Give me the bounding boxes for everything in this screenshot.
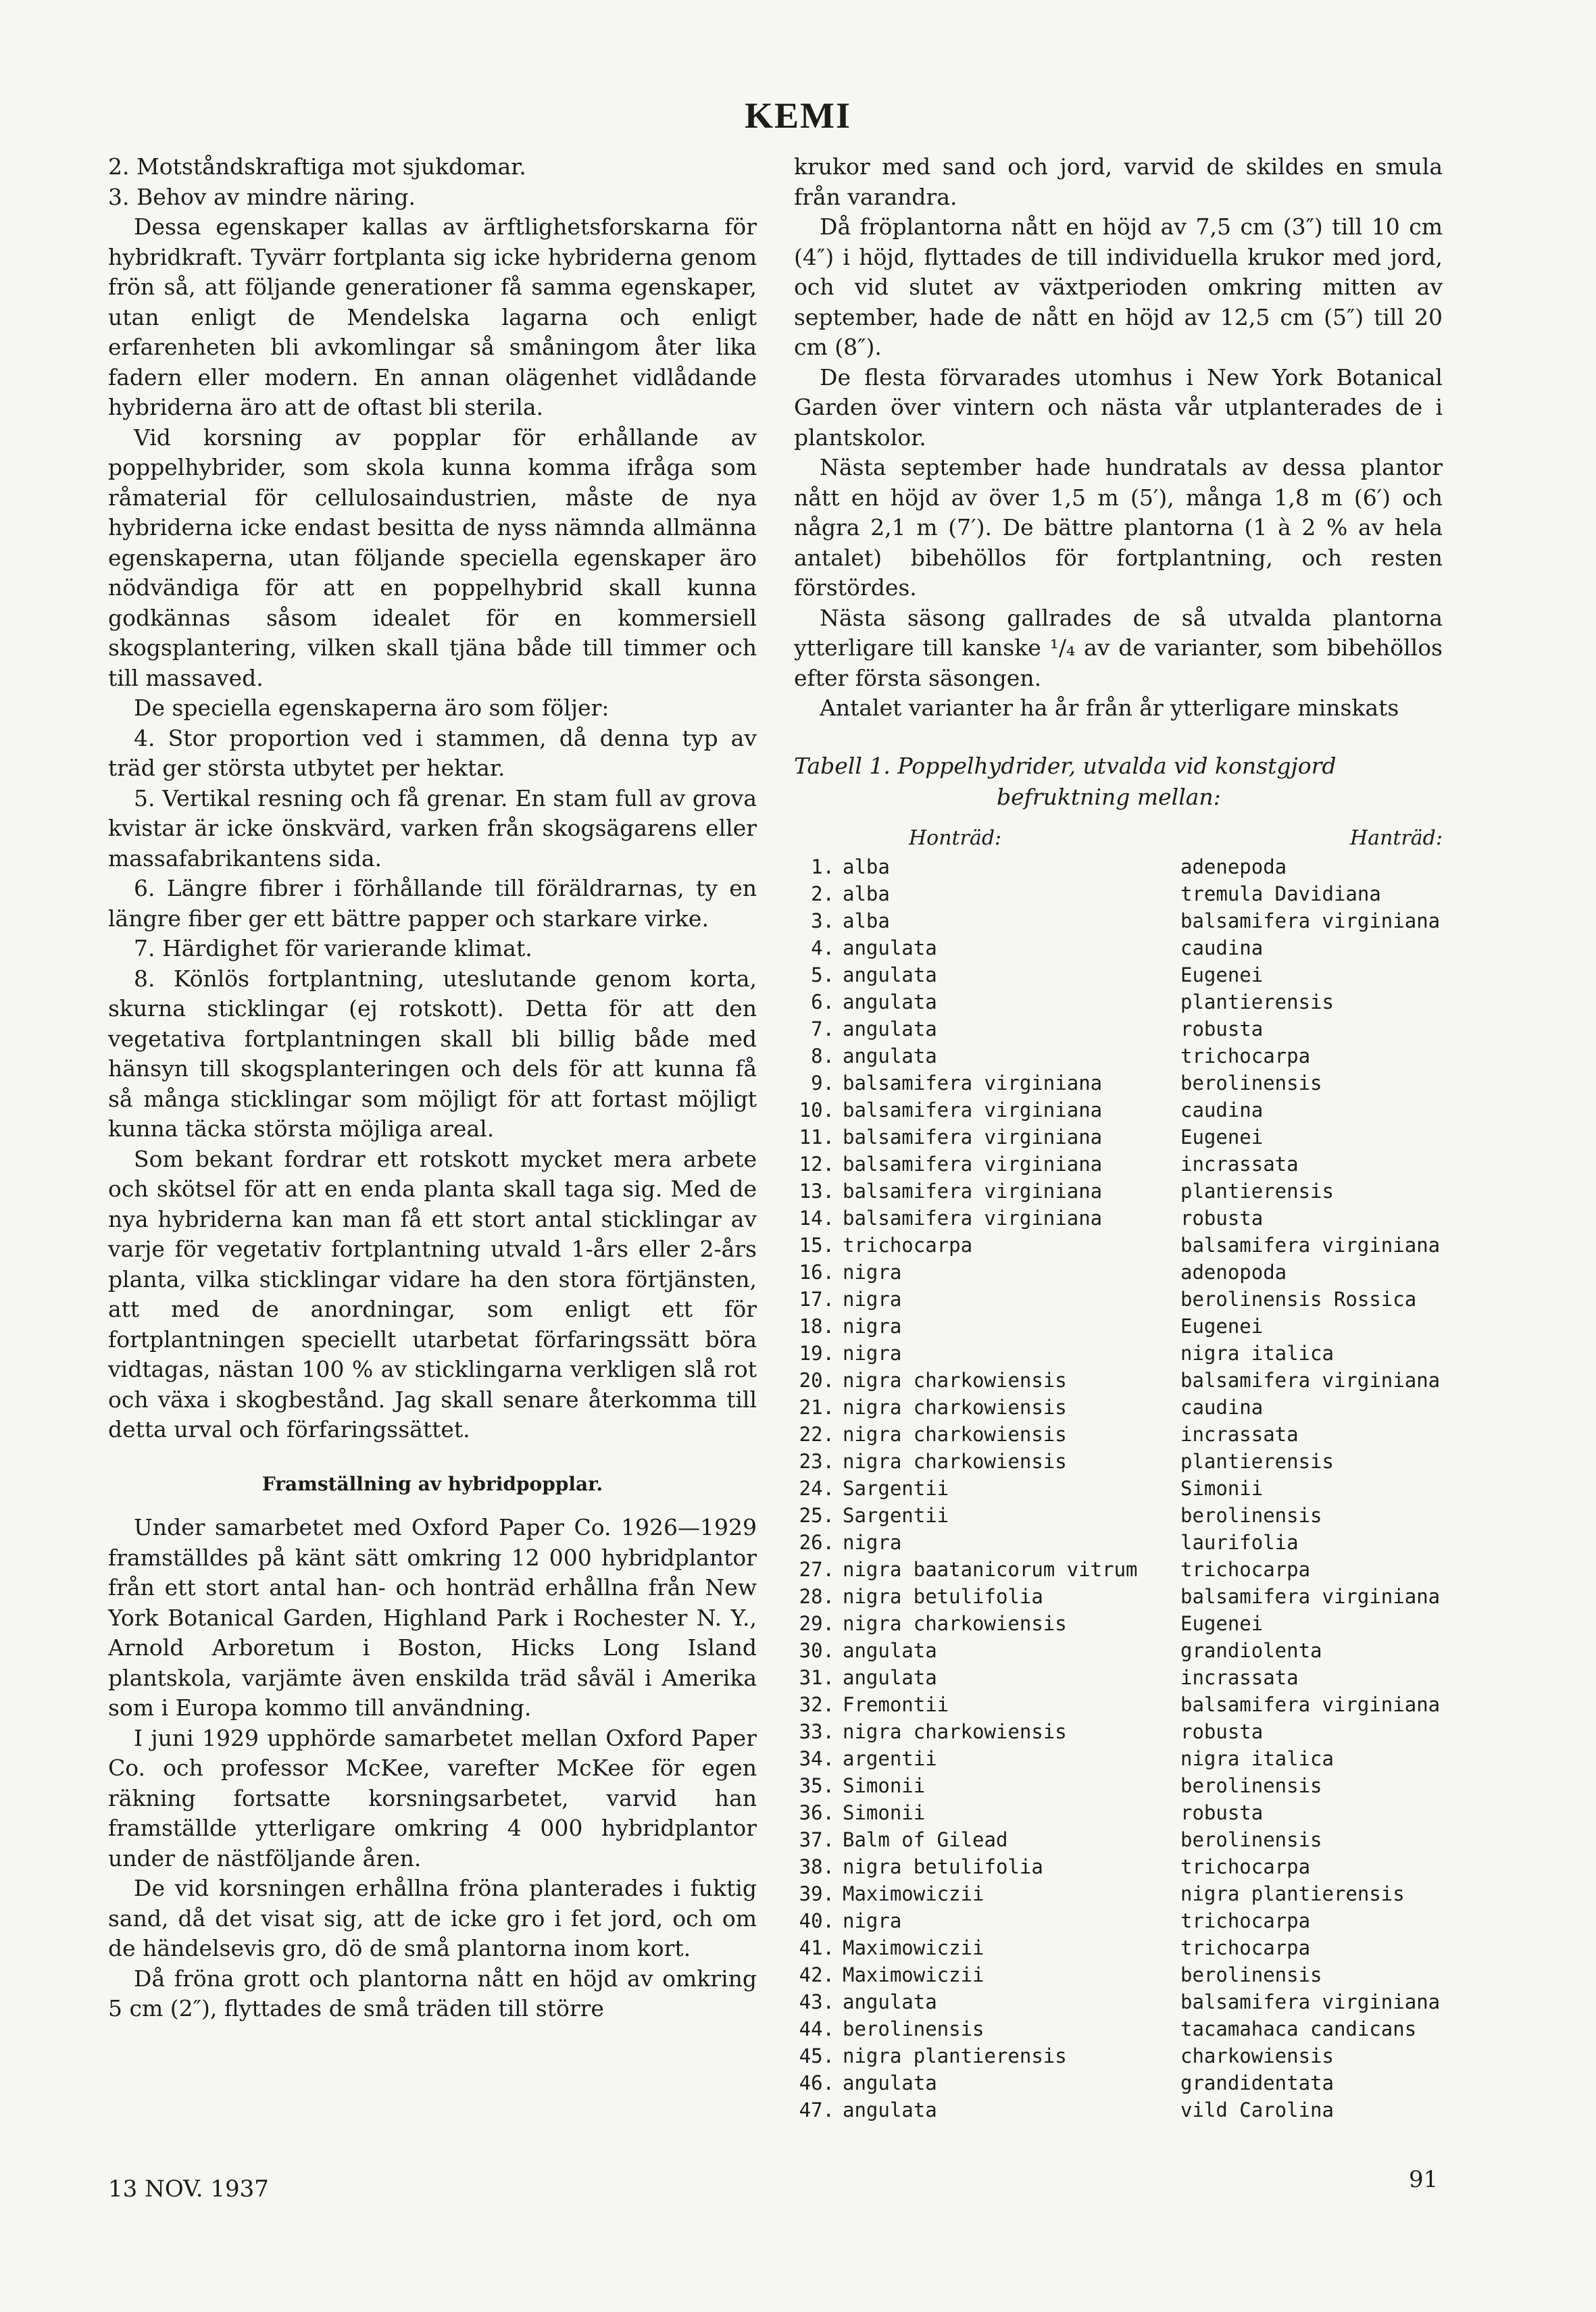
mother-tree: alba	[843, 882, 890, 905]
row-number: 45.	[799, 2044, 834, 2067]
row-number: 21.	[799, 1395, 834, 1419]
mother-tree: balsamifera virginiana	[843, 1179, 1103, 1203]
father-tree: plantierensis	[1180, 1449, 1334, 1473]
father-tree: berolinensis	[1180, 1828, 1322, 1851]
row-number: 36.	[799, 1801, 834, 1824]
paragraph: Nästa säsong gallrades de så utvalda plantorna ytterligare till kanske ¹/₄ av de varianter, som bibehöllos efter första säsongen.	[794, 604, 1443, 691]
row-number: 43.	[799, 1990, 834, 2013]
table-row	[794, 1556, 1443, 1583]
father-tree: berolinensis	[1180, 1774, 1322, 1797]
row-number: 34.	[799, 1746, 834, 1770]
mother-tree: nigra charkowiensis	[843, 1611, 1067, 1635]
father-tree: robusta	[1180, 1206, 1264, 1230]
table-row	[794, 1286, 1443, 1313]
father-tree: balsamifera virginiana	[1180, 1233, 1441, 1257]
paragraph: 7. Härdighet för varierande klimat.	[134, 935, 532, 961]
mother-tree: angulata	[843, 2071, 937, 2094]
mother-tree: nigra charkowiensis	[843, 1719, 1067, 1743]
father-tree: charkowiensis	[1180, 2044, 1334, 2067]
mother-tree: nigra charkowiensis	[843, 1449, 1067, 1473]
mother-tree: nigra betulifolia	[843, 1855, 1043, 1878]
row-number: 24.	[799, 1476, 834, 1500]
father-tree: Simonii	[1180, 1476, 1264, 1500]
row-number: 14.	[799, 1206, 834, 1230]
hybrid-table	[794, 824, 1443, 2123]
paragraph: Då fröplantorna nått en höjd av 7,5 cm (3″) till 10 cm (4″) i höjd, flyttades de till individuella krukor med jord, och vid slutet av växtperioden omkring mitten av september, hade de nått en höjd av 12,5 cm (5″) till 20 cm (8″).	[794, 213, 1443, 360]
row-number: 32.	[799, 1692, 834, 1716]
right-column	[794, 152, 1443, 2123]
table-row	[794, 1583, 1443, 1610]
row-number: 22.	[799, 1422, 834, 1446]
father-tree: nigra plantierensis	[1180, 1882, 1405, 1905]
row-number: 17.	[799, 1287, 834, 1311]
table-row	[794, 1637, 1443, 1664]
mother-tree: nigra	[843, 1314, 902, 1338]
row-number: 18.	[799, 1314, 834, 1338]
father-tree: robusta	[1180, 1719, 1264, 1743]
father-tree: Eugenei	[1180, 1611, 1264, 1635]
row-number: 19.	[799, 1341, 834, 1365]
paragraph: De flesta förvarades utomhus i New York Botanical Garden över vintern och nästa vår utplanterades de i plantskolor.	[794, 363, 1443, 451]
paragraph: krukor med sand och jord, varvid de skildes en smula från varandra.	[794, 153, 1443, 210]
mother-tree: alba	[843, 855, 890, 878]
paragraph: 4. Stor proportion ved i stammen, då denna typ av träd ger största utbytet per hektar.	[108, 724, 757, 781]
table-row	[794, 1070, 1443, 1097]
row-number: 1.	[811, 855, 834, 878]
mother-tree: nigra plantierensis	[843, 2044, 1067, 2067]
father-tree: berolinensis	[1180, 1503, 1322, 1527]
father-tree: tremula Davidiana	[1180, 882, 1381, 905]
mother-tree: nigra charkowiensis	[843, 1395, 1067, 1419]
row-number: 15.	[799, 1233, 834, 1257]
row-number: 33.	[799, 1719, 834, 1743]
mother-tree: balsamifera virginiana	[843, 1206, 1103, 1230]
row-number: 41.	[799, 1936, 834, 1959]
paragraph: Som bekant fordrar ett rotskott mycket mera arbete och skötsel för att en enda planta skall taga sig. Med de nya hybriderna kan man få ett stort antal sticklingar av varje för vegetativ fortplantning utvald 1-års eller 2-års planta, vilka sticklingar vidare ha den stora förtjänsten, att med de anordningar, som enligt ett för fortplantningen speciellt utarbetat förfaringssätt böra vidtagas, nästan 100 % av sticklingarna verkligen slå rot och växa i skogbestånd. Jag skall senare återkomma till detta urval och förfaringssättet.	[108, 1145, 757, 1442]
father-tree: robusta	[1180, 1017, 1264, 1040]
mother-tree: nigra	[843, 1530, 902, 1554]
row-number: 11.	[799, 1125, 834, 1149]
father-tree: trichocarpa	[1180, 1909, 1311, 1932]
mother-tree: nigra	[843, 1909, 902, 1932]
table-row	[794, 2069, 1443, 2096]
table-row	[794, 880, 1443, 907]
table-row	[794, 2015, 1443, 2042]
father-tree: incrassata	[1180, 1152, 1299, 1176]
mother-tree: nigra	[843, 1260, 902, 1284]
father-tree: adenepoda	[1180, 855, 1287, 878]
issue-date: 13 NOV. 1937	[108, 2176, 269, 2203]
father-tree-header: Hanträd:	[1350, 826, 1443, 850]
row-number: 26.	[799, 1530, 834, 1554]
father-tree: balsamifera virginiana	[1180, 1990, 1441, 2013]
table-row	[794, 1502, 1443, 1529]
table-header	[794, 824, 1443, 853]
table-row	[794, 1664, 1443, 1691]
father-tree: balsamifera virginiana	[1180, 1368, 1441, 1392]
father-tree: robusta	[1180, 1801, 1264, 1824]
mother-tree: balsamifera virginiana	[843, 1152, 1103, 1176]
row-number: 46.	[799, 2071, 834, 2094]
paragraph: 2. Motståndskraftiga mot sjukdomar.	[108, 153, 526, 180]
mother-tree: Maximowiczii	[843, 1963, 984, 1986]
table-row	[794, 1259, 1443, 1286]
row-number: 27.	[799, 1557, 834, 1581]
father-tree: balsamifera virginiana	[1180, 1584, 1441, 1608]
left-column	[108, 152, 757, 2024]
row-number: 6.	[811, 990, 834, 1013]
paragraph: Vid korsning av popplar för erhållande av poppelhybrider, som skola kunna komma ifråga som råmaterial för cellulosaindustrien, måste de nya hybriderna icke endast besitta de nyss nämnda allmänna egenskaperna, utan följande speciella egenskaper äro nödvändiga för att en poppelhybrid skall kunna godkännas såsom idealet för en kommersiell skogsplantering, vilken skall tjäna både till timmer och till massaved.	[108, 424, 757, 691]
table-row	[794, 1745, 1443, 1772]
mother-tree: nigra betulifolia	[843, 1584, 1043, 1608]
section-header: KEMI	[744, 95, 851, 136]
mother-tree: nigra	[843, 1287, 902, 1311]
row-number: 30.	[799, 1638, 834, 1662]
row-number: 2.	[811, 882, 834, 905]
table-row	[794, 1367, 1443, 1394]
row-number: 12.	[799, 1152, 834, 1176]
table-row	[794, 1826, 1443, 1853]
father-tree: balsamifera virginiana	[1180, 909, 1441, 932]
table-row	[794, 1313, 1443, 1340]
row-number: 42.	[799, 1963, 834, 1986]
table-row	[794, 961, 1443, 988]
table-row	[794, 1934, 1443, 1961]
mother-tree: Sargentii	[843, 1503, 949, 1527]
table-row	[794, 1015, 1443, 1042]
table-row	[794, 1961, 1443, 1988]
mother-tree: Balm of Gilead	[843, 1828, 1008, 1851]
mother-tree: nigra charkowiensis	[843, 1422, 1067, 1446]
mother-tree: angulata	[843, 990, 937, 1013]
row-number: 39.	[799, 1882, 834, 1905]
father-tree: caudina	[1180, 936, 1264, 959]
table-row	[794, 1394, 1443, 1421]
father-tree: berolinensis	[1180, 1963, 1322, 1986]
paragraph: I juni 1929 upphörde samarbetet mellan Oxford Paper Co. och professor McKee, varefter McKee för egen räkning fortsatte korsningsarbetet, varvid han framställde ytterligare omkring 4 000 hybridplantor under de nästföljande åren.	[108, 1724, 757, 1871]
father-tree: Eugenei	[1180, 1314, 1264, 1338]
father-tree: laurifolia	[1180, 1530, 1299, 1554]
page-number: 91	[1409, 2166, 1439, 2193]
row-number: 40.	[799, 1909, 834, 1932]
table-row	[794, 907, 1443, 934]
father-tree: plantierensis	[1180, 990, 1334, 1013]
mother-tree: angulata	[843, 1044, 937, 1067]
row-number: 37.	[799, 1828, 834, 1851]
mother-tree: Simonii	[843, 1774, 926, 1797]
mother-tree: alba	[843, 909, 890, 932]
table-caption	[794, 751, 1443, 813]
table-row	[794, 1475, 1443, 1502]
mother-tree-header: Honträd:	[909, 826, 1002, 850]
table-row	[794, 1421, 1443, 1448]
table-row	[794, 1907, 1443, 1934]
mother-tree: nigra	[843, 1341, 902, 1365]
row-number: 47.	[799, 2098, 834, 2121]
table-row	[794, 2042, 1443, 2069]
mother-tree: Maximowiczii	[843, 1882, 984, 1905]
mother-tree: nigra baatanicorum vitrum	[843, 1557, 1138, 1581]
row-number: 20.	[799, 1368, 834, 1392]
father-tree: trichocarpa	[1180, 1936, 1311, 1959]
paragraph: De speciella egenskaperna äro som följer:	[134, 695, 609, 721]
table-row	[794, 1988, 1443, 2015]
section-subheading: Framställning av hybridpopplar.	[261, 1472, 603, 1495]
father-tree: vild Carolina	[1180, 2098, 1334, 2121]
mother-tree: balsamifera virginiana	[843, 1125, 1103, 1149]
row-number: 10.	[799, 1098, 834, 1122]
father-tree: berolinensis	[1180, 1071, 1322, 1095]
father-tree: trichocarpa	[1180, 1044, 1311, 1067]
mother-tree: angulata	[843, 2098, 937, 2121]
paragraph: Nästa september hade hundratals av dessa plantor nått en höjd av över 1,5 m (5′), många 1,8 m (6′) och några 2,1 m (7′). De bättre plantorna (1 à 2 % av hela antalet) bibehöllos för fortplantning, och resten förstördes.	[794, 454, 1443, 601]
table-row	[794, 1124, 1443, 1151]
father-tree: Eugenei	[1180, 963, 1264, 986]
table-row	[794, 1042, 1443, 1070]
mother-tree: trichocarpa	[843, 1233, 973, 1257]
mother-tree: balsamifera virginiana	[843, 1071, 1103, 1095]
row-number: 38.	[799, 1855, 834, 1878]
table-row	[794, 2096, 1443, 2123]
paragraph: 3. Behov av mindre näring.	[108, 183, 416, 210]
paragraph: De vid korsningen erhållna fröna planterades i fuktig sand, då det visat sig, att de icke gro i fet jord, och om de händelsevis gro, dö de små plantorna inom kort.	[108, 1875, 757, 1961]
table-row	[794, 1718, 1443, 1745]
row-number: 23.	[799, 1449, 834, 1473]
row-number: 4.	[811, 936, 834, 959]
row-number: 28.	[799, 1584, 834, 1608]
row-number: 16.	[799, 1260, 834, 1284]
father-tree: nigra italica	[1180, 1746, 1334, 1770]
table-row	[794, 934, 1443, 961]
table-row	[794, 1151, 1443, 1178]
table-row	[794, 853, 1443, 880]
mother-tree: berolinensis	[843, 2017, 984, 2040]
row-number: 35.	[799, 1774, 834, 1797]
father-tree: adenopoda	[1180, 1260, 1287, 1284]
father-tree: nigra italica	[1180, 1341, 1334, 1365]
table-row	[794, 1448, 1443, 1475]
table-row	[794, 1178, 1443, 1205]
father-tree: Eugenei	[1180, 1125, 1264, 1149]
table-row	[794, 1205, 1443, 1232]
table-row	[794, 1880, 1443, 1907]
mother-tree: balsamifera virginiana	[843, 1098, 1103, 1122]
mother-tree: argentii	[843, 1746, 937, 1770]
table-caption-line: Tabell 1. Poppelhydrider, utvalda vid konstgjord	[794, 752, 1337, 779]
row-number: 29.	[799, 1611, 834, 1635]
mother-tree: nigra charkowiensis	[843, 1368, 1067, 1392]
paragraph: 5. Vertikal resning och få grenar. En stam full av grova kvistar är icke önskvärd, varken från skogsägarens eller massafabrikantens sida.	[108, 784, 757, 872]
row-number: 9.	[811, 1071, 834, 1095]
mother-tree: Maximowiczii	[843, 1936, 984, 1959]
table-row	[794, 1853, 1443, 1880]
paragraph: Då fröna grott och plantorna nått en höjd av omkring 5 cm (2″), flyttades de små träden till större	[108, 1965, 757, 2021]
mother-tree: angulata	[843, 1990, 937, 2013]
table-row	[794, 1340, 1443, 1367]
row-number: 3.	[811, 909, 834, 932]
father-tree: grandiolenta	[1180, 1638, 1322, 1662]
paragraph: Under samarbetet med Oxford Paper Co. 1926—1929 framställdes på känt sätt omkring 12 000 hybridplantor från ett stort antal han- och honträd erhållna från New York Botanical Garden, Highland Park i Rochester N. Y., Arnold Arboretum i Boston, Hicks Long Island plantskola, varjämte även enskilda träd såväl i Amerika som i Europa kommo till användning.	[108, 1514, 757, 1721]
table-caption-line: befruktning mellan:	[997, 783, 1221, 810]
row-number: 44.	[799, 2017, 834, 2040]
row-number: 31.	[799, 1665, 834, 1689]
table-row	[794, 1691, 1443, 1718]
father-tree: incrassata	[1180, 1422, 1299, 1446]
table-row	[794, 1529, 1443, 1556]
father-tree: balsamifera virginiana	[1180, 1692, 1441, 1716]
father-tree: incrassata	[1180, 1665, 1299, 1689]
paragraph: 8. Könlös fortplantning, uteslutande genom korta, skurna sticklingar (ej rotskott). Detta för att den vegetativa fortplantningen skall bli billig både med hänsyn till skogsplanteringen och dels för att kunna få så många sticklingar som möjligt för att fortast möjligt kunna täcka största möjliga areal.	[108, 965, 757, 1142]
table-row	[794, 988, 1443, 1015]
father-tree: caudina	[1180, 1098, 1264, 1122]
mother-tree: angulata	[843, 963, 937, 986]
mother-tree: angulata	[843, 1638, 937, 1662]
father-tree: trichocarpa	[1180, 1557, 1311, 1581]
table-row	[794, 1772, 1443, 1799]
father-tree: grandidentata	[1180, 2071, 1334, 2094]
mother-tree: angulata	[843, 1665, 937, 1689]
mother-tree: Fremontii	[843, 1692, 949, 1716]
mother-tree: Simonii	[843, 1801, 926, 1824]
table-row	[794, 1610, 1443, 1637]
father-tree: caudina	[1180, 1395, 1264, 1419]
paragraph: 6. Längre fibrer i förhållande till föräldrarnas, ty en längre fiber ger ett bättre papper och starkare virke.	[108, 875, 757, 932]
row-number: 7.	[811, 1017, 834, 1040]
table-row	[794, 1799, 1443, 1826]
mother-tree: angulata	[843, 936, 937, 959]
father-tree: berolinensis Rossica	[1180, 1287, 1417, 1311]
father-tree: trichocarpa	[1180, 1855, 1311, 1878]
mother-tree: Sargentii	[843, 1476, 949, 1500]
paragraph: Antalet varianter ha år från år ytterligare minskats	[820, 695, 1399, 721]
row-number: 8.	[811, 1044, 834, 1067]
row-number: 5.	[811, 963, 834, 986]
table-row	[794, 1232, 1443, 1259]
table-row	[794, 1097, 1443, 1124]
paragraph: Dessa egenskaper kallas av ärftlighetsforskarna för hybridkraft. Tyvärr fortplanta sig icke hybriderna genom frön så, att följande generationer få samma egenskaper, utan enligt de Mendelska lagarna och enligt erfarenheten bli avkomlingar så småningom åter lika fadern eller modern. En annan olägenhet vidlådande hybriderna äro att de oftast bli sterila.	[108, 213, 757, 420]
row-number: 13.	[799, 1179, 834, 1203]
mother-tree: angulata	[843, 1017, 937, 1040]
row-number: 25.	[799, 1503, 834, 1527]
father-tree: tacamahaca candicans	[1180, 2017, 1417, 2040]
father-tree: plantierensis	[1180, 1179, 1334, 1203]
